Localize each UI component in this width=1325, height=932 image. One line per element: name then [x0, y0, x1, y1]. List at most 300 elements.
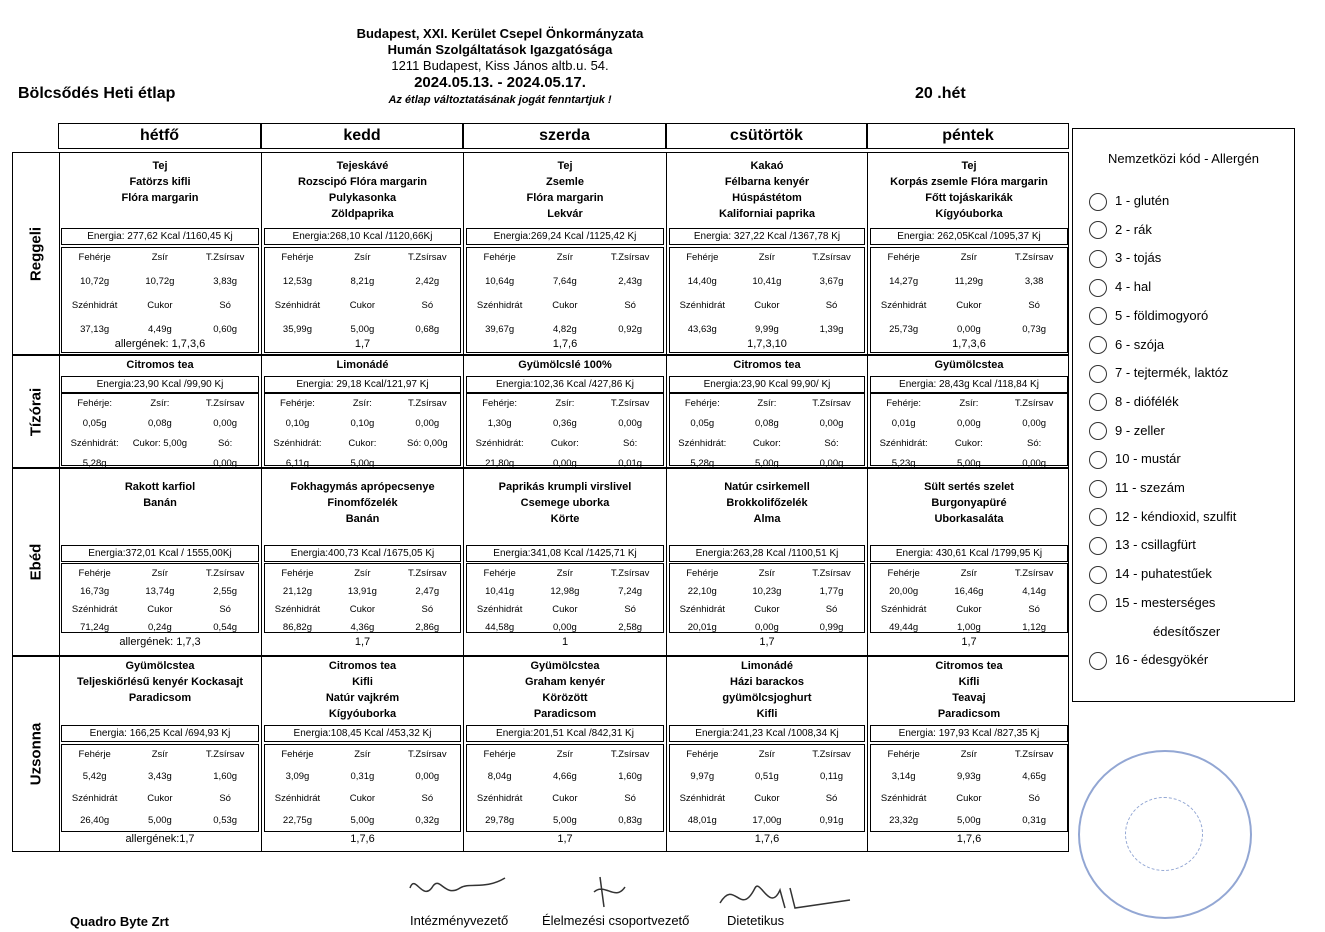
nutrition-cell: Só: [1027, 438, 1042, 449]
mustard-icon [1089, 451, 1107, 469]
menu-item: Uborkasaláta [934, 513, 1004, 525]
nutrition-cell: Zsír [960, 252, 978, 263]
nutrition-cell: 0,91g [819, 815, 844, 826]
nutrition-table [669, 563, 865, 633]
nutrition-cell: Só: [623, 438, 638, 449]
nutrition-cell: 71,24g [80, 622, 110, 633]
menu-item: Paradicsom [128, 692, 192, 704]
nutrition-cell: 5,00g [148, 815, 172, 826]
nutrition-cell: 0,01g [891, 418, 916, 429]
nutrition-cell: Só [825, 793, 838, 804]
menu-item: Tej [557, 160, 573, 172]
nutrition-cell: T.Zsírsav [610, 398, 650, 409]
nutrition-cell: Fehérje [887, 749, 920, 760]
mollusc-icon [1089, 566, 1107, 584]
menu-items [868, 158, 1070, 222]
menu-item: Alma [753, 513, 781, 525]
allergen-item [1089, 277, 1151, 297]
menu-item: Kakaó [750, 160, 784, 172]
nutrition-cell: T.Zsírsav [408, 398, 447, 409]
nutrition-cell: 0,00g [755, 622, 779, 633]
allergen-label: 2 - rák [1115, 221, 1152, 237]
nutrition-cell: 16,46g [954, 586, 984, 597]
nutrition-cell: 2,58g [618, 622, 643, 633]
menu-item: Burgonyapüré [931, 497, 1007, 509]
nutrition-cell: Szénhidrát [679, 793, 725, 804]
nutrition-cell: Zsír [556, 749, 574, 760]
nutrition-cell: 0,01g [618, 458, 643, 469]
nutrition-cell: 11,29g [954, 276, 984, 287]
nutrition-cell: 5,00g [350, 458, 375, 469]
nutrition-table [870, 393, 1068, 469]
menu-item: Gyümölcstea [125, 660, 195, 672]
nutrition-cell: 0,00g [819, 418, 844, 429]
nutrition-cell: 0,08g [755, 418, 779, 429]
nutrition-cell: Só [219, 793, 231, 804]
nutrition-cell: Cukor: [752, 438, 781, 449]
allergen-codes: 1,7,3,6 [952, 338, 986, 350]
nutrition-cell: 49,44g [889, 622, 919, 633]
nutrition-cell: 0,54g [213, 622, 238, 633]
nutrition-cell: 0,68g [415, 324, 440, 335]
nutrition-cell: 4,82g [553, 324, 577, 335]
nutrition-cell: Szénhidrát [274, 793, 321, 804]
nutrition-cell: T.Zsírsav [812, 749, 851, 760]
menu-item: Banán [345, 513, 380, 525]
nutrition-cell: Szénhidrát [71, 604, 118, 615]
nutrition-table [61, 744, 259, 832]
menu-item: Főtt tojáskarikák [925, 192, 1013, 204]
nutrition-cell: 14,27g [889, 276, 919, 287]
nutrition-cell: Szénhidrát [476, 604, 523, 615]
menu-item: Fatörzs kifli [129, 176, 191, 188]
nutrition-cell: Szénhidrát [679, 604, 725, 615]
allergen-label: édesítőszer [1153, 623, 1221, 639]
menu-item: Flóra margarin [121, 192, 199, 204]
nutrition-cell: Fehérje [281, 252, 314, 263]
allergen-item [1089, 363, 1228, 383]
nutrition-cell: Zsír [354, 749, 371, 760]
nutrition-cell: Só [421, 300, 434, 311]
nutrition-cell: Zsír: [555, 398, 575, 409]
menu-item: Banán [143, 497, 177, 509]
nutrition-table [466, 393, 664, 469]
nutrition-cell: Szénhidrát: [879, 438, 928, 449]
nutrition-cell: 6,11g [285, 458, 309, 469]
menu-items [868, 479, 1070, 527]
nutrition-cell: 0,00g [415, 418, 440, 429]
nutrition-cell: Só [825, 604, 838, 615]
org-address: 1211 Budapest, Kiss János altb.u. 54. [391, 58, 609, 73]
energy-value: Energia: 262,05Kcal /1095,37 Kj [870, 228, 1068, 245]
day-header: szerda [463, 123, 666, 149]
nutrition-cell: Cukor: [348, 438, 377, 449]
nutrition-cell: T.Zsírsav [1014, 398, 1054, 409]
menu-item: Natúr vajkrém [325, 692, 400, 704]
energy-value: Energia:268,10 Kcal /1120,66Kj [264, 228, 461, 245]
menu-item: Limonádé [741, 660, 793, 672]
nutrition-cell: T.Zsírsav [610, 252, 650, 263]
menu-item: Paradicsom [937, 708, 1001, 720]
nutrition-cell: Szénhidrát: [273, 438, 322, 449]
peanut-icon [1089, 307, 1107, 325]
nutrition-cell: Fehérje [483, 252, 516, 263]
menu-items [59, 158, 261, 206]
energy-value: Energia: 28,43g Kcal /118,84 Kj [870, 376, 1068, 393]
org-name: Budapest, XXI. Kerület Csepel Önkormányzata [356, 26, 644, 41]
nutrition-cell: 3,83g [213, 276, 238, 287]
menu-cell [262, 153, 464, 354]
nutrition-cell: 5,00g [350, 815, 375, 826]
nutrition-cell: T.Zsírsav [408, 252, 447, 263]
nutrition-cell: 48,01g [687, 815, 717, 826]
menu-item: Sült sertés szelet [924, 481, 1014, 493]
allergen-item [1153, 622, 1220, 642]
nutrition-cell: Cukor: [954, 438, 983, 449]
nutrition-cell: Zsír: [959, 398, 979, 409]
menu-item: Kifli [756, 708, 778, 720]
nutrition-cell: Fehérje [281, 749, 314, 760]
nutrition-cell: Só [1028, 300, 1040, 311]
menu-cell [59, 356, 262, 467]
menu-cell [59, 153, 262, 354]
nutrition-cell: 17,00g [752, 815, 782, 826]
nutrition-cell: 5,00g [350, 324, 375, 335]
nutrition-cell: 1,77g [819, 586, 844, 597]
nutrition-cell: 10,72g [80, 276, 110, 287]
menu-item: Citromos tea [935, 660, 1003, 672]
nutrition-cell: T.Zsírsav [205, 749, 245, 760]
nutrition-cell: Fehérje [281, 568, 314, 579]
nutrition-cell: 2,86g [415, 622, 440, 633]
menu-items [868, 658, 1070, 722]
meal-label [13, 469, 60, 655]
menu-item: Lekvár [547, 208, 583, 220]
nutrition-cell: Só: [824, 438, 839, 449]
nutrition-table [61, 393, 259, 469]
nutrition-cell: 10,23g [752, 586, 782, 597]
meal-label-text: Ebéd [27, 543, 45, 581]
nutrition-cell: Cukor [349, 300, 376, 311]
allergen-label: 11 - szezám [1115, 480, 1185, 495]
menu-cell [464, 356, 667, 467]
nutrition-cell: 0,00g [819, 458, 844, 469]
allergen-item [1089, 306, 1208, 326]
menu-item: Körte [550, 513, 580, 525]
nutrition-cell: Só [624, 793, 636, 804]
menu-item: Házi barackos [730, 676, 804, 688]
nutrition-cell: Só [624, 604, 636, 615]
allergen-label: 9 - zeller [1115, 422, 1165, 438]
nutrition-cell: Só [421, 604, 434, 615]
nutrition-cell: 25,73g [889, 324, 919, 335]
menu-items [464, 479, 666, 527]
crab-icon [1089, 221, 1107, 239]
nutrition-cell: 5,28g [690, 458, 715, 469]
header-block [300, 26, 700, 108]
nutrition-cell: 0,51g [755, 771, 779, 782]
nutrition-cell: 0,31g [1022, 815, 1047, 826]
nutrition-cell: 5,28g [82, 458, 107, 469]
nutrition-cell: Zsír [758, 749, 776, 760]
nutrition-cell: Fehérje: [684, 398, 720, 409]
nutrition-table [466, 563, 664, 633]
menu-item: Flóra margarin [526, 192, 604, 204]
nutrition-cell: Cukor [147, 300, 173, 311]
nutrition-cell: 5,00g [553, 815, 577, 826]
menu-item: Rozscipó Flóra margarin [298, 176, 427, 188]
nutrition-cell: Zsír: [150, 398, 170, 409]
allergen-codes: 1,7,3,10 [747, 338, 787, 350]
nutrition-cell: 10,64g [485, 276, 515, 287]
allergen-label: 16 - édesgyökér [1115, 652, 1209, 668]
nutrition-cell: 1,30g [487, 418, 512, 429]
nutrition-cell: 29,78g [485, 815, 515, 826]
allergen-legend-title: Nemzetközi kód - Allergén [1107, 151, 1259, 166]
sulfite-icon [1089, 508, 1107, 526]
nutrition-cell: 4,14g [1022, 586, 1047, 597]
allergen-item [1089, 191, 1169, 211]
menu-item: Natúr csirkemell [724, 481, 810, 493]
nutrition-cell: 4,65g [1022, 771, 1047, 782]
nutrition-cell: 2,42g [415, 276, 440, 287]
menu-cell [667, 153, 868, 354]
allergen-codes: 1,7,6 [754, 833, 780, 845]
menu-item: Csemege uborka [520, 497, 610, 509]
allergen-label: 5 - földimogyoró [1115, 307, 1209, 323]
meal-label [13, 356, 60, 467]
menu-item: Citromos tea [733, 359, 801, 371]
allergen-label: 15 - mesterséges [1115, 594, 1216, 610]
menu-item: Zöldpaprika [331, 208, 394, 220]
energy-value: Energia: 327,22 Kcal /1367,78 Kj [669, 228, 865, 245]
nutrition-cell: Cukor [754, 793, 780, 804]
signer-catering-head: Élelmezési csoportvezető [542, 913, 690, 928]
licorice-icon [1089, 652, 1107, 670]
allergen-label: 1 - glutén [1115, 193, 1170, 208]
nutrition-cell: Szénhidrát: [678, 438, 727, 449]
menu-cell [464, 657, 667, 851]
menu-item: Pulykasonka [328, 192, 397, 204]
menu-item: Finomfőzelék [327, 497, 398, 509]
nutrition-cell: 0,00g [415, 771, 440, 782]
menu-item: Citromos tea [328, 660, 397, 672]
nutrition-cell: Só [219, 604, 231, 615]
egg-icon [1089, 250, 1107, 268]
nutrition-cell: 5,00g [957, 815, 981, 826]
nutrition-cell: T.Zsírsav [1014, 568, 1054, 579]
meal-row [12, 355, 1069, 468]
menu-items [464, 158, 666, 222]
nutrition-cell: 9,99g [755, 324, 779, 335]
menu-cell [868, 657, 1070, 851]
nutrition-cell: 3,67g [819, 276, 844, 287]
allergen-label: 6 - szója [1115, 336, 1165, 352]
nutrition-cell: 0,24g [148, 622, 172, 633]
nutrition-cell: 1,60g [618, 771, 643, 782]
nutrition-cell: 4,49g [148, 324, 172, 335]
nutrition-table [264, 393, 461, 469]
nutrition-cell: 2,55g [213, 586, 238, 597]
nutrition-cell: Zsír [151, 749, 169, 760]
signer-institution-head: Intézményvezető [410, 913, 509, 928]
allergen-label: 4 - hal [1115, 279, 1152, 295]
nutrition-cell: T.Zsírsav [205, 398, 245, 409]
nutrition-cell: 0,83g [618, 815, 643, 826]
nutrition-cell: T.Zsírsav [1014, 252, 1054, 263]
nutrition-cell: Cukor [147, 604, 173, 615]
menu-items [868, 357, 1070, 373]
menu-items [59, 479, 261, 511]
nutrition-cell: Szénhidrát [476, 300, 523, 311]
menu-item: Graham kenyér [524, 676, 606, 688]
nutrition-cell: Zsír [151, 568, 169, 579]
nutrition-cell: Só [219, 300, 231, 311]
allergen-item [1089, 650, 1208, 670]
allergen-label: 13 - csillagfürt [1115, 537, 1196, 553]
allergen-label: 14 - puhatestűek [1115, 566, 1212, 582]
allergen-codes: 1,7,6 [956, 833, 982, 845]
meal-label-text: Tízórai [27, 387, 45, 436]
nutrition-cell: 14,40g [687, 276, 717, 287]
signer-dietitian: Dietetikus [727, 913, 785, 928]
menu-item: Tej [152, 160, 168, 172]
menu-item: Körözött [542, 692, 588, 704]
nutrition-cell: 21,80g [485, 458, 515, 469]
nutrition-cell: 0,00g [213, 458, 238, 469]
nut-icon [1089, 393, 1107, 411]
nutrition-cell: 0,00g [957, 324, 981, 335]
nutrition-cell: 0,32g [415, 815, 440, 826]
nutrition-cell: 86,82g [282, 622, 312, 633]
day-header: péntek [867, 123, 1069, 149]
nutrition-table [870, 744, 1068, 832]
menu-items [667, 357, 867, 373]
day-header: hétfő [58, 123, 261, 149]
energy-value: Energia:241,23 Kcal /1008,34 Kj [669, 725, 865, 742]
allergen-codes: 1,7 [557, 833, 573, 845]
nutrition-cell: 0,00g [618, 418, 643, 429]
energy-value: Energia:23,90 Kcal /99,90 Kj [61, 376, 259, 393]
menu-cell [59, 469, 262, 655]
energy-value: Energia:372,01 Kcal / 1555,00Kj [61, 545, 259, 562]
nutrition-cell: Só: 0,00g [406, 438, 448, 449]
allergen-legend [1072, 128, 1295, 702]
nutrition-cell: 0,92g [618, 324, 643, 335]
nutrition-cell: 0,00g [213, 418, 238, 429]
nutrition-cell: 0,05g [690, 418, 715, 429]
allergen-codes: 1 [561, 636, 569, 648]
allergen-codes: 1,7 [759, 636, 775, 648]
nutrition-cell: Fehérje [78, 252, 111, 263]
nutrition-cell: 3,38 [1024, 276, 1044, 287]
nutrition-cell: Cukor [147, 793, 173, 804]
nutrition-cell: Zsír [758, 568, 776, 579]
nutrition-cell: Cukor [956, 604, 982, 615]
nutrition-table [466, 744, 664, 832]
energy-value: Energia: 166,25 Kcal /694,93 Kj [61, 725, 259, 742]
nutrition-cell: Zsír: [352, 398, 372, 409]
nutrition-cell: 0,60g [213, 324, 238, 335]
nutrition-cell: Cukor [956, 300, 982, 311]
nutrition-cell: T.Zsírsav [205, 568, 245, 579]
nutrition-cell: Só [825, 300, 838, 311]
nutrition-cell: Szénhidrát: [475, 438, 524, 449]
nutrition-cell: 12,53g [282, 276, 312, 287]
menu-item: Kígyóuborka [935, 208, 1003, 220]
footer-company: Quadro Byte Zrt [70, 914, 169, 929]
menu-cell [59, 657, 262, 851]
energy-value: Energia:102,36 Kcal /427,86 Kj [466, 376, 664, 393]
meal-label [13, 657, 60, 851]
fish-icon [1089, 279, 1107, 297]
menu-item: Tejeskávé [336, 160, 389, 172]
allergen-item [1089, 421, 1165, 441]
nutrition-cell: 0,73g [1022, 324, 1047, 335]
menu-item: Gyümölcstea [934, 359, 1004, 371]
allergen-codes: 1,7,6 [552, 338, 578, 350]
nutrition-cell: Cukor [349, 604, 376, 615]
nutrition-cell: Cukor: [550, 438, 579, 449]
menu-item: Húspástétom [732, 192, 802, 204]
allergen-label: 7 - tejtermék, laktóz [1115, 365, 1229, 381]
allergen-label: 10 - mustár [1115, 451, 1181, 467]
nutrition-cell: Zsír [354, 568, 371, 579]
nutrition-cell: 3,43g [148, 771, 172, 782]
nutrition-cell: 22,10g [687, 586, 717, 597]
nutrition-cell: 5,00g [957, 458, 981, 469]
nutrition-cell: Fehérje [686, 749, 719, 760]
nutrition-cell: 3,14g [891, 771, 916, 782]
nutrition-cell: 0,53g [213, 815, 238, 826]
nutrition-cell: 0,05g [82, 418, 107, 429]
nutrition-cell: 10,41g [485, 586, 515, 597]
nutrition-cell: 43,63g [687, 324, 717, 335]
menu-cell [868, 469, 1070, 655]
org-department: Humán Szolgáltatások Igazgatósága [387, 42, 613, 57]
nutrition-cell: Szénhidrát: [70, 438, 119, 449]
nutrition-cell: T.Zsírsav [812, 398, 851, 409]
nutrition-table [61, 563, 259, 633]
menu-item: Kígyóuborka [328, 708, 397, 720]
nutrition-cell: Cukor [349, 793, 376, 804]
allergen-codes: allergének:1,7 [125, 833, 195, 845]
allergen-item [1089, 535, 1196, 555]
nutrition-cell: Cukor [552, 793, 578, 804]
day-header: csütörtök [666, 123, 867, 149]
menu-items [59, 357, 261, 373]
nutrition-cell: 7,64g [553, 276, 577, 287]
allergen-item [1089, 564, 1212, 584]
menu-item: Korpás zsemle Flóra margarin [890, 176, 1048, 188]
menu-items [262, 158, 463, 222]
signature-catering-head [590, 872, 630, 912]
menu-items [464, 658, 666, 722]
day-header: kedd [261, 123, 463, 149]
nutrition-cell: 16,73g [80, 586, 110, 597]
energy-value: Energia: 29,18 Kcal/121,97 Kj [264, 376, 461, 393]
nutrition-cell: Szénhidrát [71, 793, 118, 804]
nutrition-cell: Fehérje: [280, 398, 315, 409]
menu-cell [262, 356, 464, 467]
nutrition-cell: 0,00g [553, 458, 577, 469]
menu-item: Tej [961, 160, 977, 172]
nutrition-cell: 0,00g [553, 622, 577, 633]
nutrition-cell: 26,40g [80, 815, 110, 826]
nutrition-cell: Só [421, 793, 434, 804]
allergen-item [1089, 478, 1185, 498]
nutrition-cell: 5,00g [755, 458, 779, 469]
